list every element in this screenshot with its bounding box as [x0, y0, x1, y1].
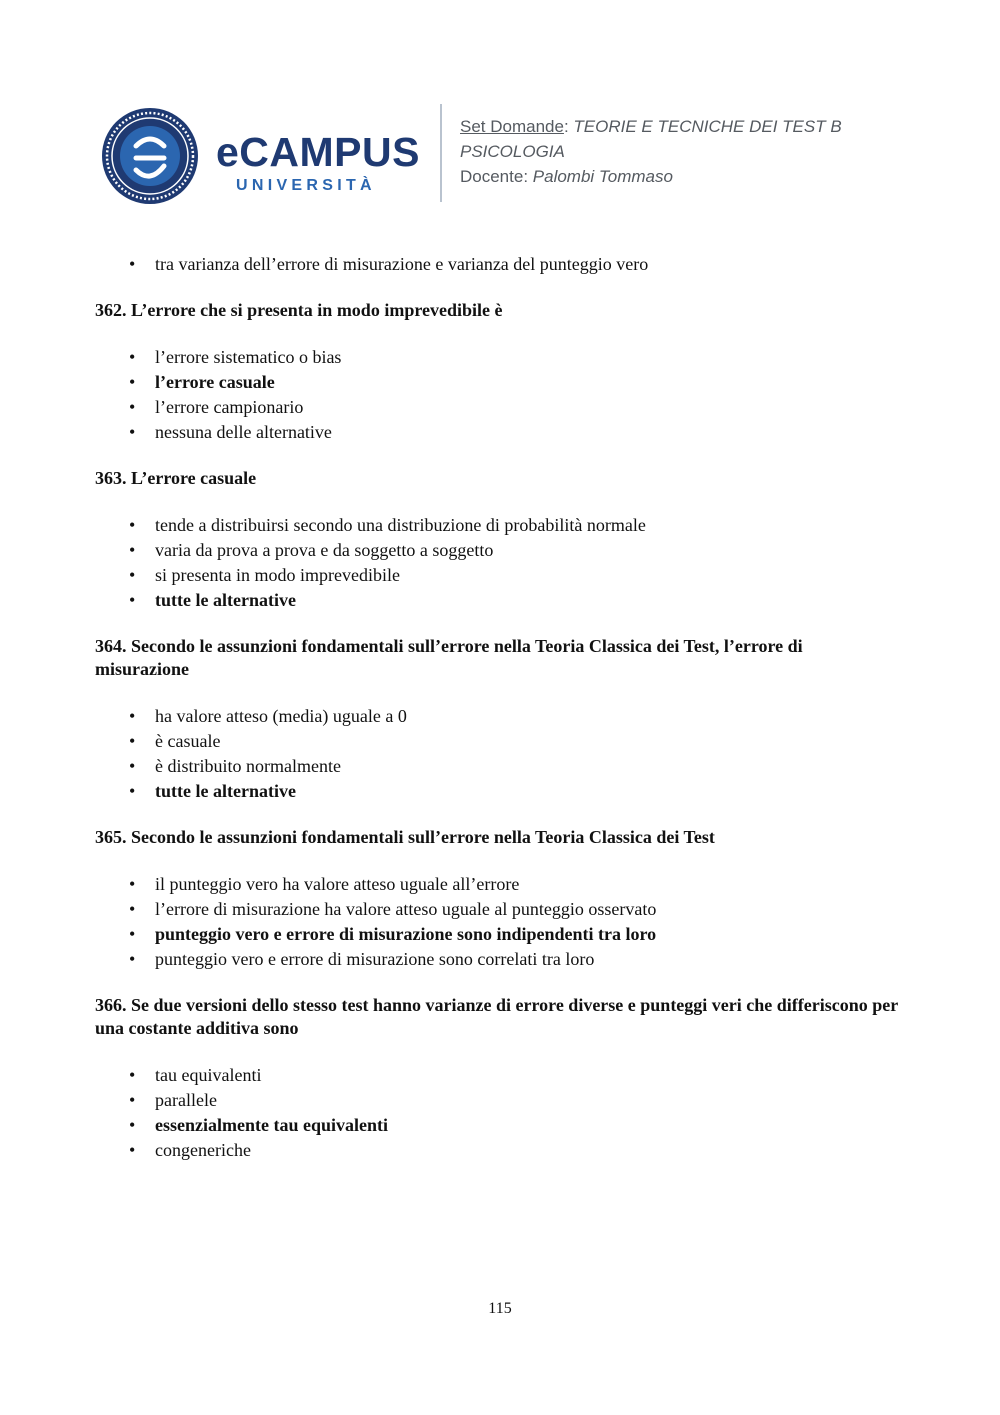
answer-options — [95, 872, 900, 972]
question-text: 366. Se due versioni dello stesso test hanno varianze di errore diverse e punteggi veri che differiscono per una costante additiva sono — [95, 995, 898, 1038]
bullet-icon: • — [129, 590, 136, 610]
carryover-options — [95, 252, 900, 277]
answer-option: • l’errore sistematico o bias — [95, 345, 900, 370]
answer-option: • varia da prova a prova e da soggetto a soggetto — [95, 538, 900, 563]
logo-wordmark: eCAMPUS — [216, 129, 420, 175]
answer-option: • l’errore di misurazione ha valore atteso uguale al punteggio osservato — [95, 897, 900, 922]
bullet-icon: • — [129, 731, 136, 751]
bullet-icon: • — [129, 347, 136, 367]
answer-option: • è distribuito normalmente — [95, 754, 900, 779]
answer-option: • congeneriche — [95, 1138, 900, 1163]
bullet-icon: • — [129, 1140, 136, 1160]
logo-subtitle: UNIVERSITÀ — [236, 177, 376, 194]
bullet-icon: • — [129, 949, 136, 969]
answer-option-correct: • tutte le alternative — [95, 588, 900, 613]
answer-option-correct: • essenzialmente tau equivalenti — [95, 1113, 900, 1138]
set-domande-line: Set Domande: TEORIE E TECNICHE DEI TEST B — [460, 117, 842, 136]
bullet-icon: • — [129, 756, 136, 776]
bullet-icon: • — [129, 565, 136, 585]
bullet-icon: • — [129, 1065, 136, 1085]
answer-option: • tende a distribuirsi secondo una distribuzione di probabilità normale — [95, 513, 900, 538]
answer-option-correct: • punteggio vero e errore di misurazione sono indipendenti tra loro — [95, 922, 900, 947]
page-number: 115 — [488, 1300, 512, 1317]
answer-options — [95, 1063, 900, 1163]
course-info — [460, 114, 842, 189]
docente-label: Docente — [460, 167, 524, 186]
set-value-line2: PSICOLOGIA — [460, 142, 565, 161]
set-value: TEORIE E TECNICHE DEI TEST B — [573, 117, 842, 136]
question-list — [95, 252, 900, 1163]
bullet-icon: • — [129, 924, 136, 944]
question-text: 363. L’errore casuale — [95, 468, 257, 488]
answer-option-correct: • l’errore casuale — [95, 370, 900, 395]
bullet-icon: • — [129, 372, 136, 392]
answer-options — [95, 704, 900, 804]
bullet-icon: • — [129, 1090, 136, 1110]
docente-line: Docente: Palombi Tommaso — [460, 167, 673, 186]
header-divider — [440, 104, 442, 202]
answer-option: • ha valore atteso (media) uguale a 0 — [95, 704, 900, 729]
bullet-icon: • — [129, 781, 136, 801]
answer-options — [95, 345, 900, 445]
bullet-icon: • — [129, 706, 136, 726]
bullet-icon: • — [129, 254, 136, 274]
answer-option: • si presenta in modo imprevedibile — [95, 563, 900, 588]
bullet-icon: • — [129, 874, 136, 894]
answer-option-correct: • tutte le alternative — [95, 779, 900, 804]
question-text: 365. Secondo le assunzioni fondamentali sull’errore nella Teoria Classica dei Test — [95, 827, 715, 847]
answer-option: • nessuna delle alternative — [95, 420, 900, 445]
docente-value: Palombi Tommaso — [532, 167, 673, 186]
bullet-icon: • — [129, 1115, 136, 1135]
bullet-icon: • — [129, 397, 136, 417]
answer-option: • è casuale — [95, 729, 900, 754]
answer-option: • parallele — [95, 1088, 900, 1113]
bullet-icon: • — [129, 515, 136, 535]
ecampus-emblem-icon — [100, 106, 200, 206]
answer-option: • il punteggio vero ha valore atteso uguale all’errore — [95, 872, 900, 897]
question-text: 362. L’errore che si presenta in modo imprevedibile è — [95, 300, 503, 320]
answer-option: • l’errore campionario — [95, 395, 900, 420]
bullet-icon: • — [129, 899, 136, 919]
bullet-icon: • — [129, 540, 136, 560]
answer-option: • tau equivalenti — [95, 1063, 900, 1088]
question-text: 364. Secondo le assunzioni fondamentali sull’errore nella Teoria Classica dei Test, l’errore di misurazione — [95, 636, 803, 679]
answer-option: • tra varianza dell’errore di misurazione e varianza del punteggio vero — [95, 252, 900, 277]
answer-options — [95, 513, 900, 613]
page-header — [100, 102, 900, 204]
set-label: Set Domande — [460, 117, 564, 136]
bullet-icon: • — [129, 422, 136, 442]
answer-option: • punteggio vero e errore di misurazione sono correlati tra loro — [95, 947, 900, 972]
